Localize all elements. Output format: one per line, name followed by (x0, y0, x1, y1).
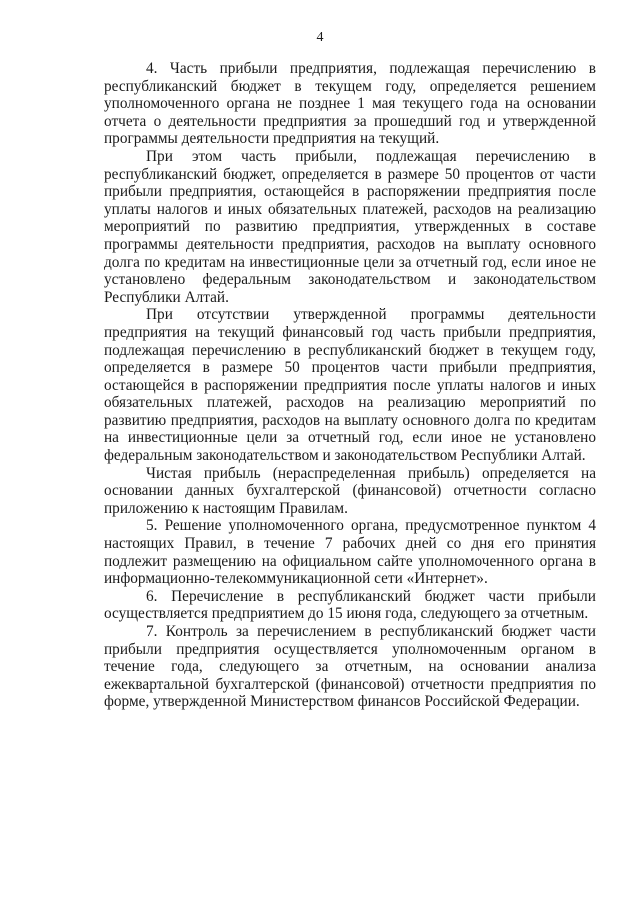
paragraph-item-7: 7. Контроль за перечислением в республиканский бюджет части прибыли предприятия осуществляется уполномоченным органом в течение года, следующего за отчетным, на основании анализа ежеквартальной бухгалтерской (финансовой) отчетности предприятия по форме, утвержденной Министерством финансов Российской Федерации. (104, 623, 596, 711)
document-body (104, 60, 596, 711)
paragraph-net-profit-definition: Чистая прибыль (нераспределенная прибыль) определяется на основании данных бухгалтерской (финансовой) отчетности согласно приложению к настоящим Правилам. (104, 464, 596, 517)
paragraph-profit-share-rule: При этом часть прибыли, подлежащая перечислению в республиканский бюджет, определяется в размере 50 процентов от части прибыли предприятия, остающейся в распоряжении предприятия после уплаты налогов и иных обязательных платежей, расходов на реализацию мероприятий по развитию предприятия, утвержденных в составе программы деятельности предприятия, расходов на выплату основного долга по кредитам на инвестиционные цели за отчетный год, если иное не установлено федеральным законодательством и законодательством Республики Алтай. (104, 147, 596, 306)
paragraph-no-program-rule: При отсутствии утвержденной программы деятельности предприятия на текущий финансовый год часть прибыли предприятия, подлежащая перечислению в республиканский бюджет в текущем году, определяется в размере 50 процентов части прибыли предприятия, остающейся в распоряжении предприятия после уплаты налогов и иных обязательных платежей, расходов на реализацию мероприятий по развитию предприятия, расходов на выплату основного долга по кредитам на инвестиционные цели за отчетный год, если иное не установлено федеральным законодательством и законодательством Республики Алтай. (104, 306, 596, 465)
page-number: 4 (316, 30, 324, 45)
paragraph-item-5: 5. Решение уполномоченного органа, предусмотренное пунктом 4 настоящих Правил, в течение 7 рабочих дней со дня его принятия подлежит размещению на официальном сайте уполномоченного органа в информационно-телекоммуникационной сети «Интернет». (104, 517, 596, 588)
paragraph-item-6: 6. Перечисление в республиканский бюджет части прибыли осуществляется предприятием до 15 июня года, следующего за отчетным. (104, 587, 596, 623)
paragraph-item-4: 4. Часть прибыли предприятия, подлежащая перечислению в республиканский бюджет в текущем году, определяется решением уполномоченного органа не позднее 1 мая текущего года на основании отчета о деятельности предприятия за прошедший год и утвержденной программы деятельности предприятия на текущий. (104, 60, 596, 148)
